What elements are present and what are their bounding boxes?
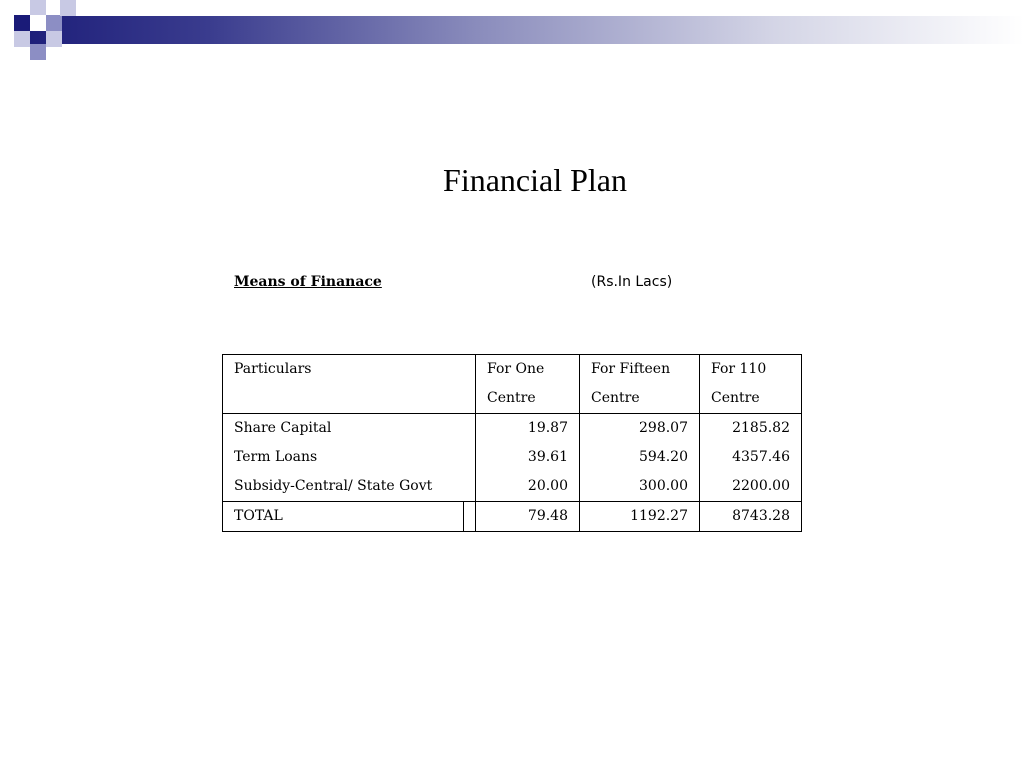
- deco-square: [30, 44, 46, 60]
- cell-value: 2200.00: [732, 478, 790, 494]
- row-label: Share Capital: [234, 420, 332, 436]
- cell-value: 4357.46: [732, 449, 790, 465]
- total-label: TOTAL: [223, 502, 464, 532]
- total-fifteen-centre: 1192.27: [580, 502, 700, 532]
- header-fifteen-centre: For Fifteen Centre: [580, 355, 700, 414]
- cell-value: 39.61: [527, 449, 568, 465]
- table-header-row: [223, 355, 802, 414]
- header-gradient-band: [30, 16, 1024, 44]
- header-110-centre: For 110 Centre: [700, 355, 802, 414]
- cell-value: 19.87: [527, 420, 568, 436]
- particulars-column: [223, 414, 476, 502]
- cell-value: 594.20: [639, 449, 688, 465]
- deco-square: [46, 15, 62, 31]
- financial-table: [222, 354, 802, 532]
- row-label: Term Loans: [234, 449, 318, 465]
- deco-square: [30, 15, 46, 31]
- cell-value: 298.07: [639, 420, 688, 436]
- 110-centre-column: [700, 414, 802, 502]
- units-label: (Rs.In Lacs): [591, 274, 673, 290]
- cell-value: 2185.82: [732, 420, 790, 436]
- table-body-row: [223, 414, 802, 502]
- cell-value: 300.00: [639, 478, 688, 494]
- header-particulars: Particulars: [223, 355, 476, 414]
- page-title: Financial Plan: [443, 162, 627, 198]
- table-total-row: [223, 502, 802, 532]
- cell-value: 20.00: [527, 478, 568, 494]
- total-one-centre: 79.48: [476, 502, 580, 532]
- total-110-centre: 8743.28: [700, 502, 802, 532]
- header-one-centre: For One Centre: [476, 355, 580, 414]
- row-label: Subsidy-Central/ State Govt: [234, 478, 433, 494]
- deco-square: [46, 31, 62, 47]
- total-spacer-cell: [463, 502, 476, 532]
- deco-square: [60, 0, 76, 16]
- deco-square: [14, 15, 30, 31]
- one-centre-column: [476, 414, 580, 502]
- deco-square: [30, 0, 46, 16]
- fifteen-centre-column: [580, 414, 700, 502]
- means-of-finance-heading: Means of Finanace: [234, 274, 382, 290]
- deco-square: [14, 31, 30, 47]
